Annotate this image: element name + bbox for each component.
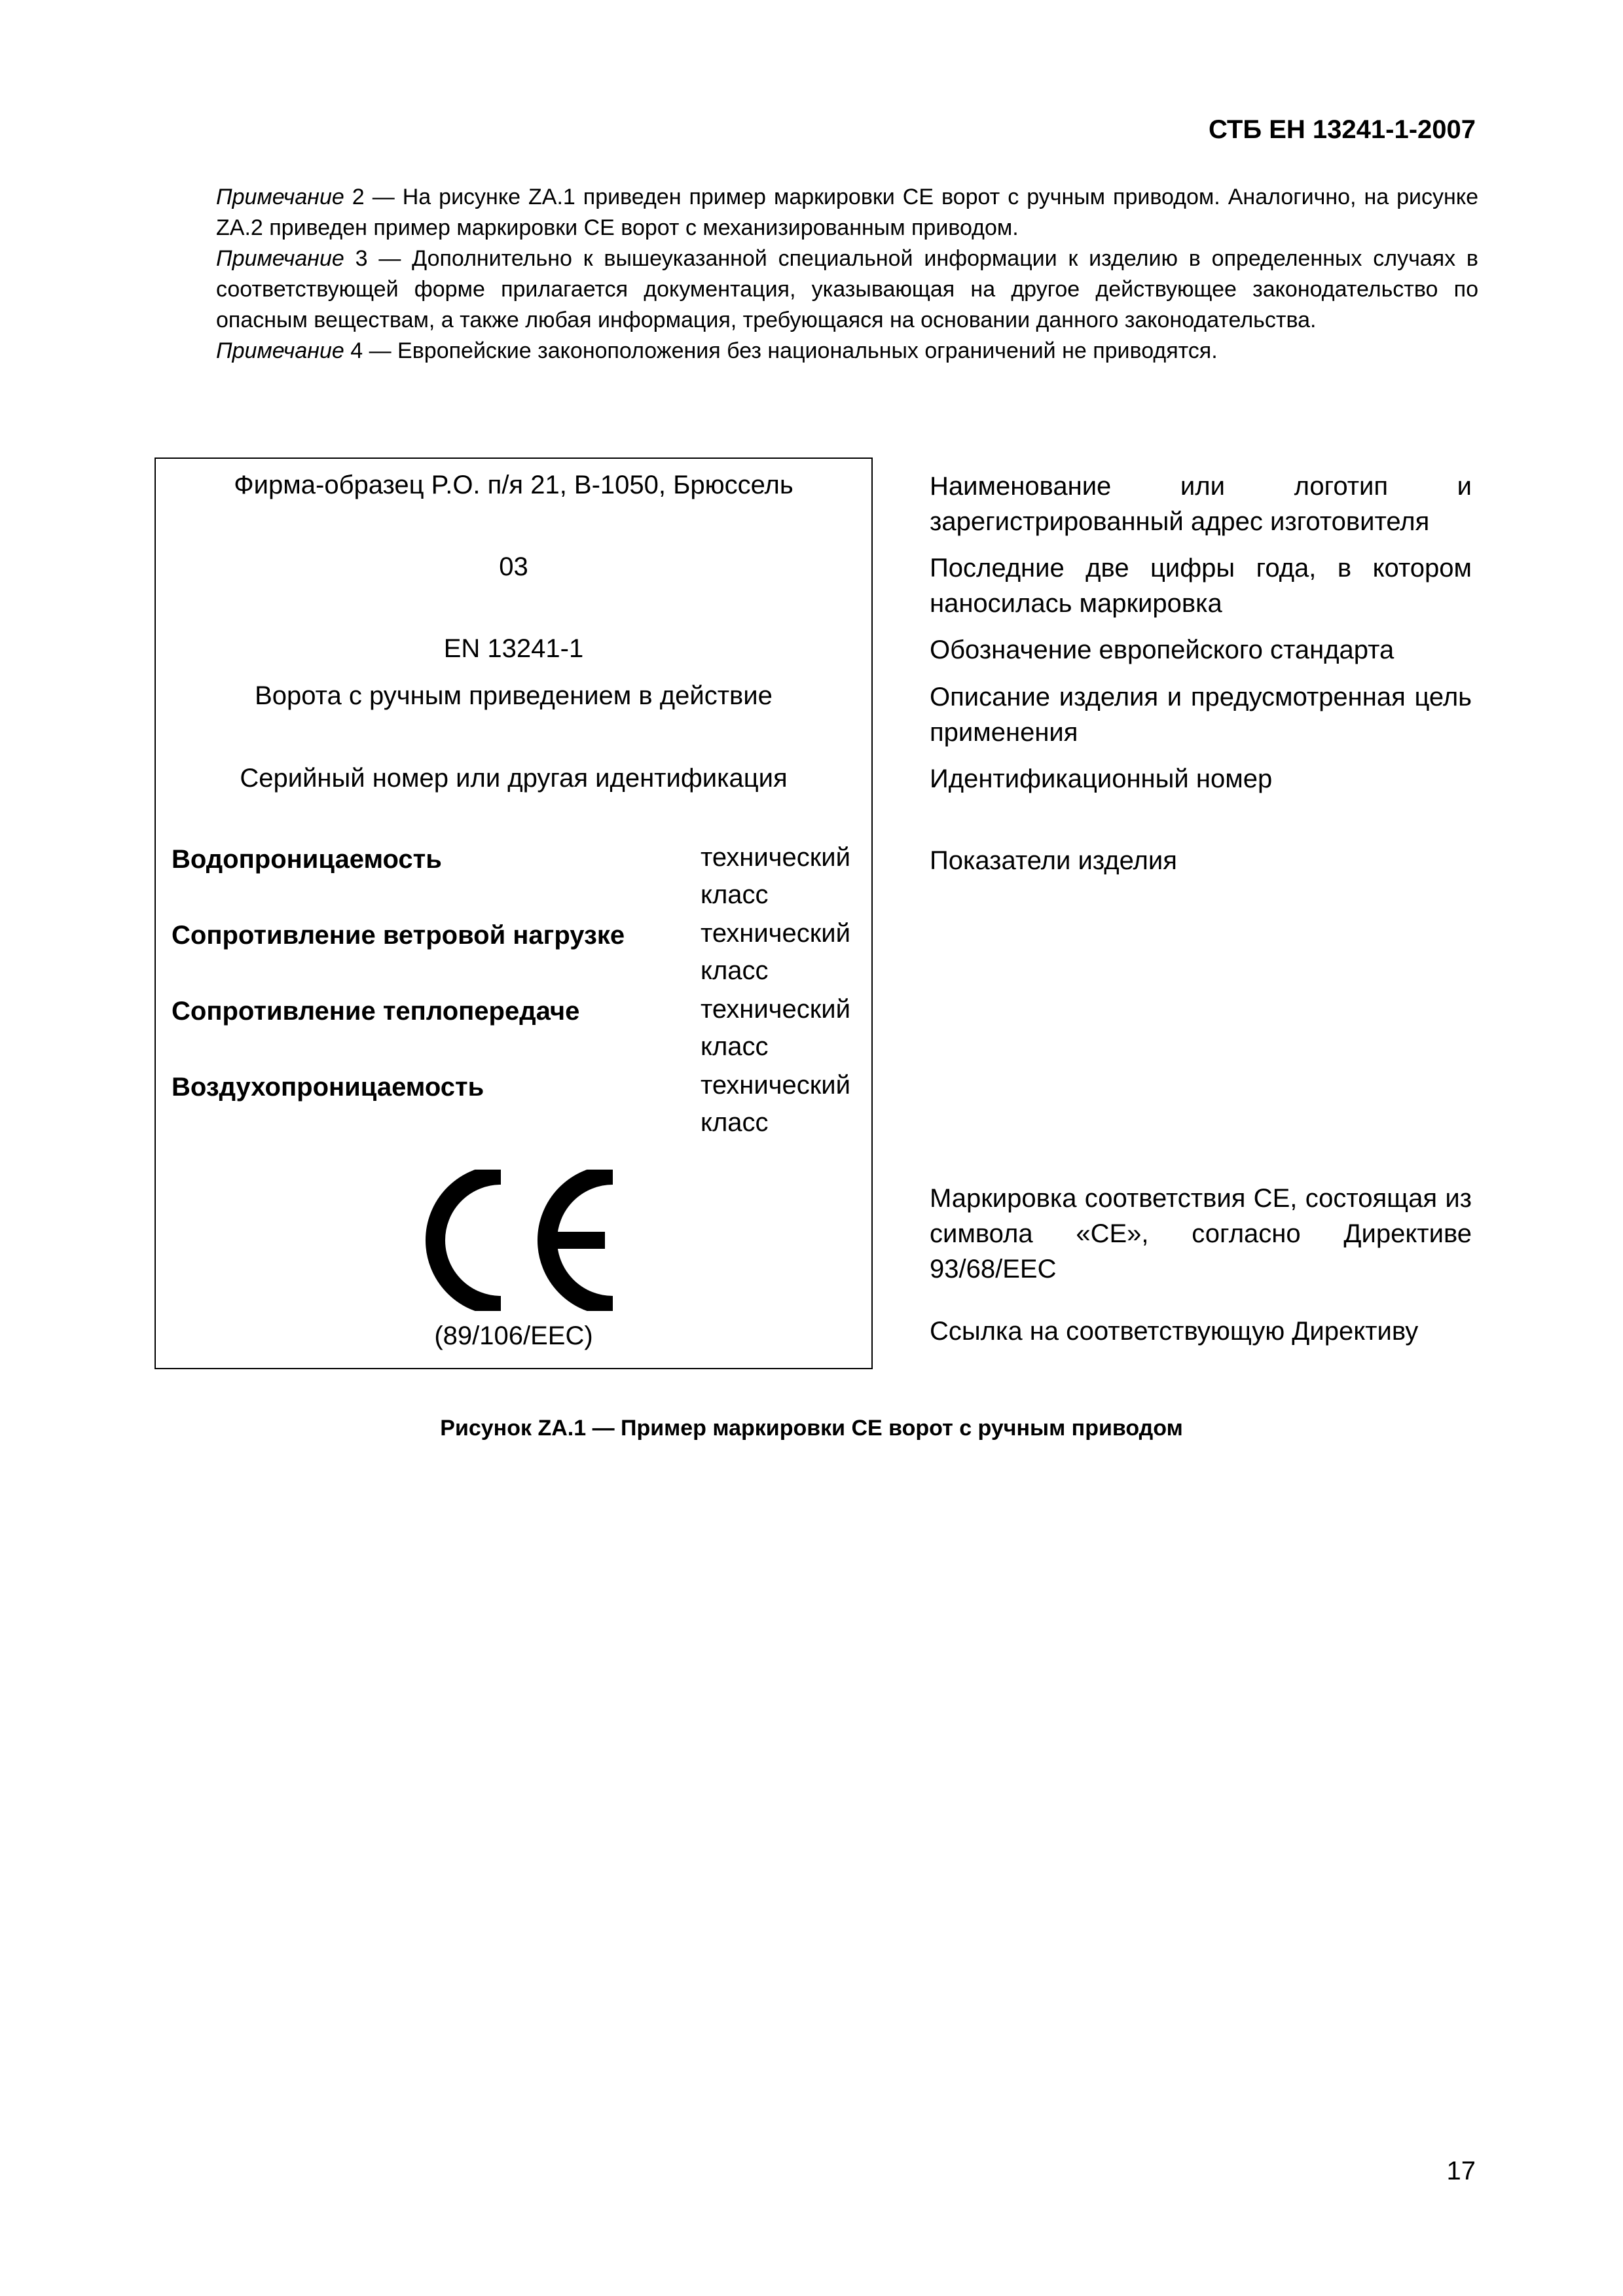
ce-mark-icon — [423, 1170, 619, 1311]
performance-name: Сопротивление теплопередаче — [172, 997, 580, 1026]
note-label: Примечание — [216, 246, 344, 271]
note-3 — [216, 243, 1478, 336]
directive-reference: (89/106/EEC) — [434, 1321, 593, 1350]
note-label: Примечание — [216, 338, 344, 363]
performance-name: Водопроницаемость — [172, 845, 442, 874]
performance-name: Сопротивление ветровой нагрузке — [172, 921, 625, 950]
product-description: Ворота с ручным приведением в действие — [255, 681, 773, 710]
note-2 — [216, 182, 1478, 243]
performance-name: Воздухопроницаемость — [172, 1073, 484, 1102]
notes-block — [216, 182, 1478, 367]
ce-marking-label — [155, 457, 873, 1369]
company-address: Фирма-образец P.O. п/я 21, B-1050, Брюссель — [234, 471, 793, 499]
serial-number: Серийный номер или другая идентификация — [240, 764, 788, 793]
standard-code: EN 13241-1 — [443, 634, 584, 663]
explanation-directive: Ссылка на соответствующую Директиву — [930, 1317, 1419, 1346]
explanation-ce: Маркировка соответствия CE, состоящая из символа «CE», согласно Директиве 93/68/EEC — [930, 1184, 1472, 1283]
explanation-performance: Показатели изделия — [930, 846, 1177, 875]
performance-class: технический класс — [701, 1071, 850, 1137]
note-text: 3 — Дополнительно к вышеуказанной специальной информации к изделию в определенных случаях в соответствующей форме прилагается документация, указывающая на другое действующее законодательство по опасным веществам, а также любая информация, требующаяся на основании данного законодательства. — [216, 246, 1478, 332]
explanation-year: Последние две цифры года, в котором наносилась маркировка — [930, 554, 1472, 618]
explanation-description: Описание изделия и предусмотренная цель применения — [930, 683, 1472, 747]
note-4 — [216, 336, 1478, 367]
note-text: 2 — На рисунке ZA.1 приведен пример маркировки CE ворот с ручным приводом. Аналогично, на рисунке ZA.2 приведен пример маркировки CE ворот с механизированным приводом. — [216, 185, 1478, 240]
year-code: 03 — [499, 552, 528, 581]
performance-class: технический класс — [701, 843, 850, 909]
explanation-company: Наименование или логотип и зарегистрированный адрес изготовителя — [930, 472, 1472, 536]
explanation-serial: Идентификационный номер — [930, 764, 1273, 793]
explanation-standard: Обозначение европейского стандарта — [930, 636, 1395, 664]
performance-class: технический класс — [701, 995, 850, 1061]
note-label: Примечание — [216, 185, 344, 209]
note-text: 4 — Европейские законоположения без национальных ограничений не приводятся. — [344, 338, 1218, 363]
figure-caption: Рисунок ZA.1 — Пример маркировки CE ворот с ручным приводом — [440, 1416, 1183, 1441]
page-number: 17 — [1446, 2157, 1476, 2185]
performance-class: технический класс — [701, 919, 850, 985]
document-id: СТБ ЕН 13241-1-2007 — [1209, 115, 1476, 144]
